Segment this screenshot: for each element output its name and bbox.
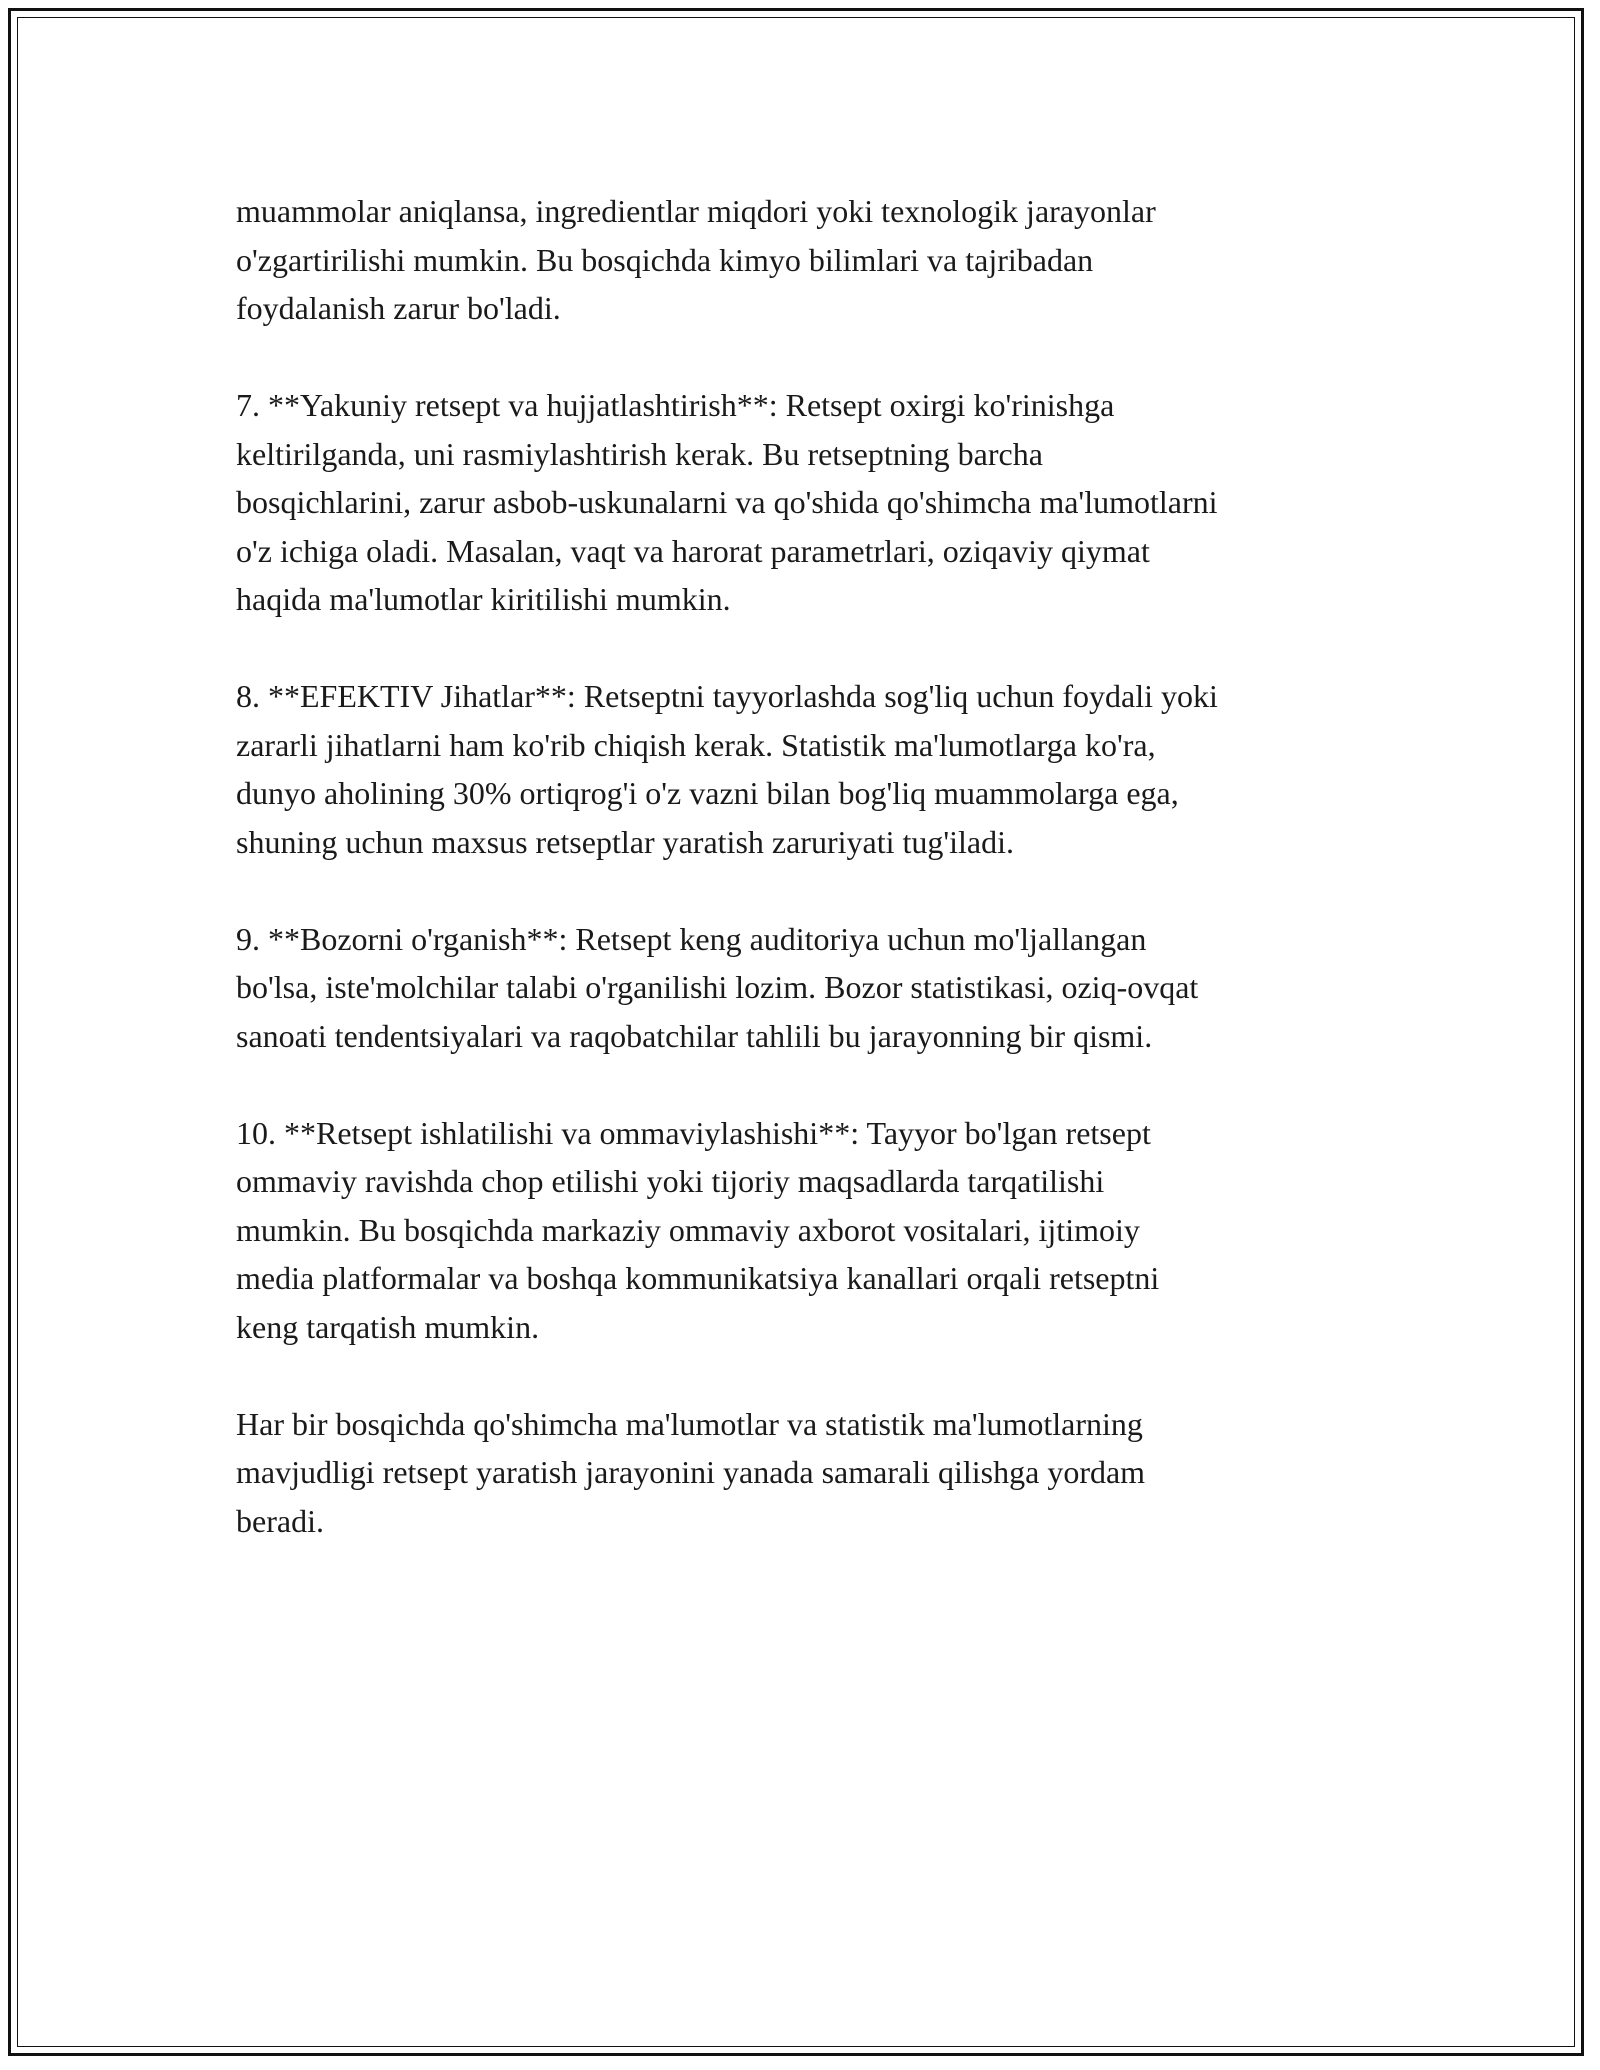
paragraph-step-10: 10. **Retsept ishlatilishi va ommaviylashishi**: Tayyor bo'lgan retsept ommaviy ravishda chop etilishi yoki tijoriy maqsadlarda tarqatilishi mumkin. Bu bosqichda markaziy ommaviy axborot vositalari, ijtimoiy media platformalar va boshqa kommunikatsiya kanallari orqali retseptni keng tarqatish mumkin.	[236, 1114, 1160, 1345]
paragraph-step-8: 8. **EFEKTIV Jihatlar**: Retseptni tayyorlashda sog'liq uchun foydali yoki zararli jihatlarni ham ko'rib chiqish kerak. Statistik ma'lumotlarga ko'ra, dunyo aholining 30% ortiqrog'i o'z vazni bilan bog'liq muammolarga ega, shuning uchun maxsus retseptlar yaratish zaruriyati tug'iladi.	[236, 678, 1218, 860]
paragraph-step-9: 9. **Bozorni o'rganish**: Retsept keng auditoriya uchun mo'ljallangan bo'lsa, iste'molchilar talabi o'rganilishi lozim. Bozor statistikasi, oziq-ovqat sanoati tendentsiyalari va raqobatchilar tahlili bu jarayonning bir qismi.	[236, 920, 1199, 1054]
document-body	[236, 187, 1376, 1594]
paragraph-conclusion: Har bir bosqichda qo'shimcha ma'lumotlar va statistik ma'lumotlarning mavjudligi retsept yaratish jarayonini yanada samarali qilishga yordam beradi.	[236, 1405, 1146, 1539]
paragraph-step-6-continuation: muammolar aniqlansa, ingredientlar miqdori yoki texnologik jarayonlar o'zgartirilishi mumkin. Bu bosqichda kimyo bilimlari va tajribadan foydalanish zarur bo'ladi.	[236, 193, 1156, 326]
paragraph-step-7: 7. **Yakuniy retsept va hujjatlashtirish**: Retsept oxirgi ko'rinishga keltirilganda, uni rasmiylashtirish kerak. Bu retseptning barcha bosqichlarini, zarur asbob-uskunalarni va qo'shida qo'shimcha ma'lumotlarni o'z ichiga oladi. Masalan, vaqt va harorat parametrlari, oziqaviy qiymat haqida ma'lumotlar kiritilishi mumkin.	[236, 387, 1218, 617]
